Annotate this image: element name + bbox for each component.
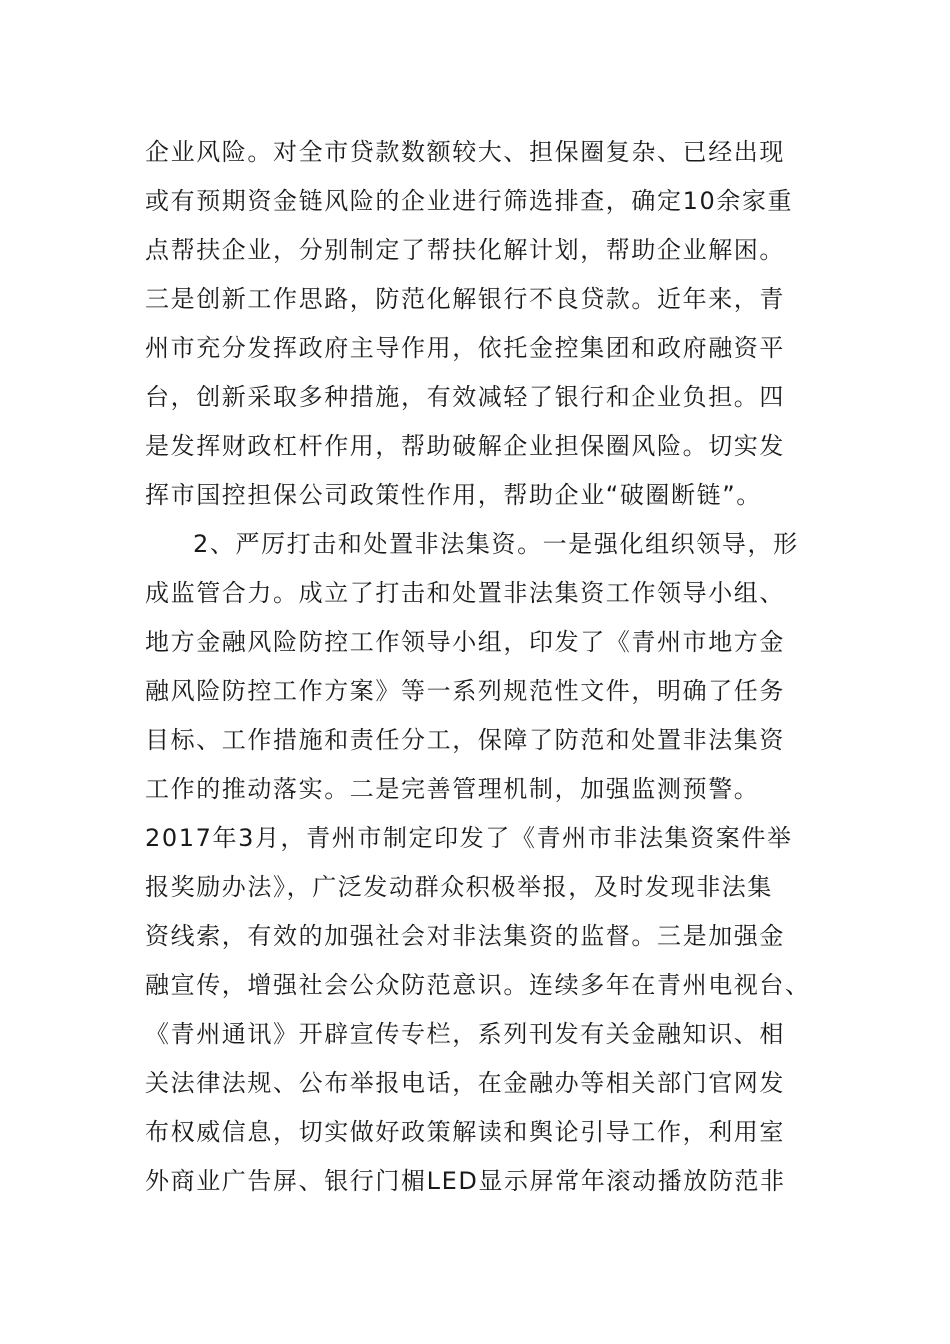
text-line: 挥市国控担保公司政策性作用，帮助企业“破圈断链”。 [145,481,762,509]
text-line: 台，创新采取多种措施，有效减轻了银行和企业负担。四 [145,383,785,411]
text-line: 融风险防控工作方案》等一系列规范性文件，明确了任务 [145,677,785,705]
text-line: 外商业广告屏、银行门楣LED显示屏常年滚动播放防范非 [145,1167,786,1195]
text-line: 或有预期资金链风险的企业进行筛选排查，确定10余家重 [145,187,794,215]
text-line: 地方金融风险防控工作领导小组，印发了《青州市地方金 [145,628,785,656]
text-line: 成监管合力。成立了打击和处置非法集资工作领导小组、 [145,579,785,607]
text-line: 点帮扶企业，分别制定了帮扶化解计划，帮助企业解困。 [145,236,785,264]
text-line: 2、严厉打击和处置非法集资。一是强化组织领导，形 [193,530,799,558]
text-line: 州市充分发挥政府主导作用，依托金控集团和政府融资平 [145,334,785,362]
paragraph-1 [145,128,810,520]
text-line: 三是创新工作思路，防范化解银行不良贷款。近年来，青 [145,285,785,313]
text-line: 关法律法规、公布举报电话，在金融办等相关部门官网发 [145,1069,785,1097]
document-body [145,128,810,1206]
text-line: 布权威信息，切实做好政策解读和舆论引导工作，利用室 [145,1118,785,1146]
text-line: 报奖励办法》，广泛发动群众积极举报，及时发现非法集 [145,873,773,901]
text-line: 2017年3月，青州市制定印发了《青州市非法集资案件举 [145,824,793,852]
text-line: 目标、工作措施和责任分工，保障了防范和处置非法集资 [145,726,785,754]
text-line: 企业风险。对全市贷款数额较大、担保圈复杂、已经出现 [145,138,785,166]
text-line: 工作的推动落实。二是完善管理机制，加强监测预警。 [145,775,760,803]
paragraph-2 [145,520,810,1206]
text-line: 是发挥财政杠杆作用，帮助破解企业担保圈风险。切实发 [145,432,785,460]
text-line: 资线索，有效的加强社会对非法集资的监督。三是加强金 [145,922,785,950]
text-line: 融宣传，增强社会公众防范意识。连续多年在青州电视台、 [145,971,811,999]
text-line: 《青州通讯》开辟宣传专栏，系列刊发有关金融知识、相 [145,1020,785,1048]
